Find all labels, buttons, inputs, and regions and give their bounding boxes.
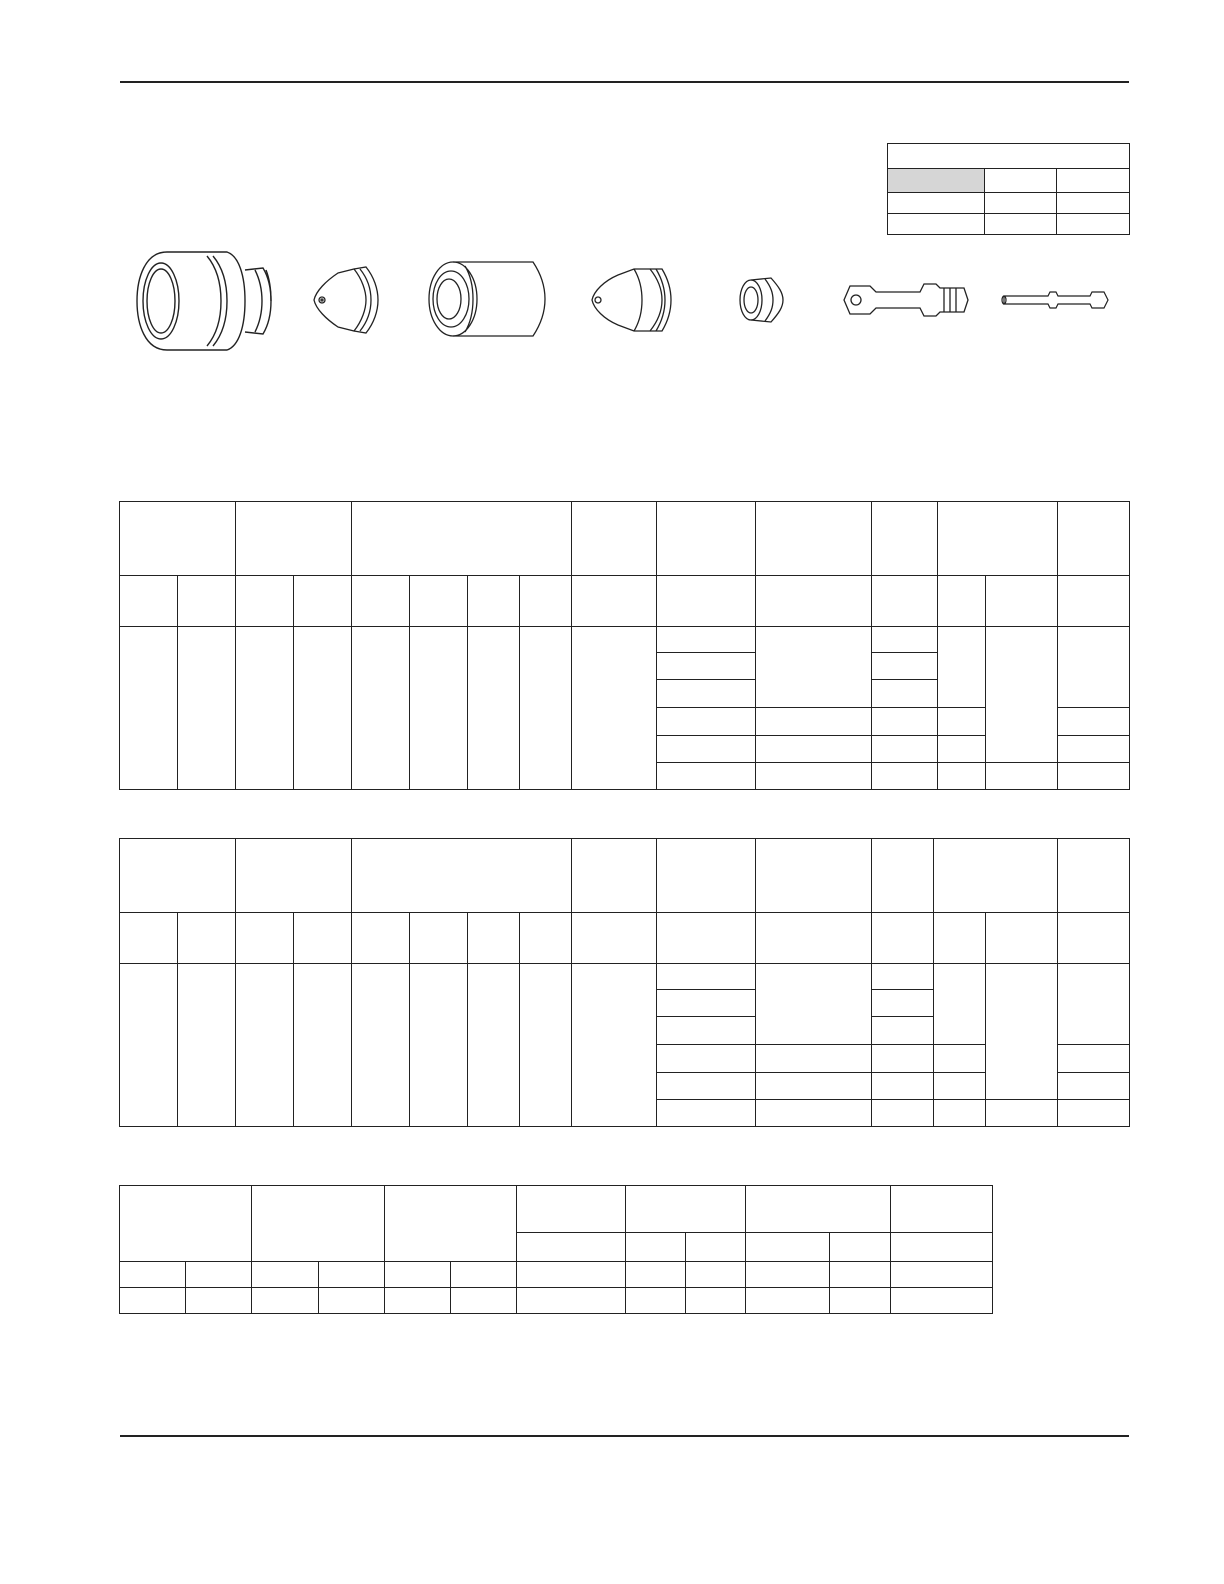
data-cell: [572, 627, 657, 790]
data-cell: [1058, 708, 1130, 736]
data-cell: [384, 1288, 450, 1314]
consumable-legend-table: [887, 143, 1130, 235]
header-cell: [352, 839, 572, 913]
data-cell: [252, 1288, 318, 1314]
data-cell: [657, 1045, 756, 1073]
subheader-cell: [625, 1233, 685, 1262]
data-cell: [657, 708, 756, 736]
header-cell: [657, 502, 756, 576]
data-cell: [934, 1100, 986, 1127]
data-cell: [1058, 1045, 1130, 1073]
data-cell: [657, 1100, 756, 1127]
subheader-cell: [120, 576, 178, 627]
header-cell: [572, 839, 657, 913]
header-cell: [120, 502, 236, 576]
subheader-cell: [517, 1233, 625, 1262]
data-cell: [120, 1288, 186, 1314]
subheader-cell: [872, 913, 934, 964]
subheader-cell: [625, 1262, 685, 1288]
legend-cell: [888, 214, 985, 235]
subheader-cell: [986, 913, 1058, 964]
subheader-cell: [890, 1262, 992, 1288]
data-cell: [657, 627, 756, 653]
data-cell: [756, 627, 872, 708]
subheader-cell: [352, 913, 410, 964]
header-cell: [517, 1186, 625, 1233]
data-cell: [178, 627, 236, 790]
subheader-cell: [178, 576, 236, 627]
data-cell: [872, 680, 938, 708]
data-cell: [756, 736, 872, 763]
subheader-cell: [1058, 576, 1130, 627]
subheader-cell: [294, 576, 352, 627]
data-cell: [756, 1045, 872, 1073]
data-cell: [236, 627, 294, 790]
data-cell: [520, 964, 572, 1127]
data-cell: [756, 964, 872, 1045]
subheader-cell: [520, 576, 572, 627]
data-cell: [657, 1073, 756, 1100]
subheader-cell: [186, 1262, 252, 1288]
data-cell: [872, 1045, 934, 1073]
data-cell: [468, 964, 520, 1127]
cut-chart-table-1: [119, 501, 1130, 790]
header-cell: [572, 502, 657, 576]
legend-cell: [1057, 193, 1130, 214]
data-cell: [890, 1288, 992, 1314]
header-cell: [236, 839, 352, 913]
data-cell: [938, 763, 986, 790]
data-cell: [1058, 964, 1130, 1045]
subheader-cell: [756, 576, 872, 627]
data-cell: [294, 627, 352, 790]
subheader-cell: [1058, 913, 1130, 964]
data-cell: [872, 708, 938, 736]
subheader-cell: [410, 913, 468, 964]
swirl-ring-drawing-icon: [737, 275, 785, 325]
data-cell: [186, 1288, 252, 1314]
header-cell: [746, 1186, 890, 1233]
cut-chart-table-2: [119, 838, 1130, 1127]
header-cell: [756, 839, 872, 913]
data-cell: [934, 1045, 986, 1073]
footer-rule: [120, 1435, 1129, 1437]
subheader-cell: [252, 1262, 318, 1288]
header-cell: [938, 502, 1058, 576]
data-cell: [468, 627, 520, 790]
subheader-cell: [685, 1233, 745, 1262]
subheader-cell: [756, 913, 872, 964]
data-cell: [746, 1288, 830, 1314]
subheader-cell: [890, 1233, 992, 1262]
data-cell: [872, 990, 934, 1017]
subheader-cell: [120, 1262, 186, 1288]
header-cell: [384, 1186, 516, 1262]
subheader-cell: [938, 576, 986, 627]
header-cell: [120, 1186, 252, 1262]
data-cell: [872, 1100, 934, 1127]
data-cell: [872, 1073, 934, 1100]
data-cell: [938, 627, 986, 708]
data-cell: [451, 1288, 517, 1314]
subheader-cell: [657, 576, 756, 627]
legend-cell: [985, 169, 1057, 193]
data-cell: [872, 763, 938, 790]
header-cell: [625, 1186, 745, 1233]
data-cell: [938, 708, 986, 736]
data-cell: [178, 964, 236, 1127]
header-cell: [352, 502, 572, 576]
header-cell: [756, 502, 872, 576]
data-cell: [625, 1288, 685, 1314]
data-cell: [657, 680, 756, 708]
subheader-cell: [468, 576, 520, 627]
legend-shaded-cell: [888, 169, 985, 193]
legend-cell: [985, 214, 1057, 235]
data-cell: [352, 964, 410, 1127]
electrode-drawing-icon: [840, 278, 970, 322]
header-cell: [236, 502, 352, 576]
consumable-parts-row: [120, 240, 1129, 360]
data-cell: [236, 964, 294, 1127]
subheader-cell: [572, 913, 657, 964]
data-cell: [657, 736, 756, 763]
header-cell: [120, 839, 236, 913]
header-cell: [1058, 839, 1130, 913]
settings-table-3: [119, 1185, 993, 1314]
data-cell: [756, 1073, 872, 1100]
subheader-cell: [572, 576, 657, 627]
data-cell: [872, 653, 938, 680]
data-cell: [1058, 1100, 1130, 1127]
data-cell: [872, 964, 934, 990]
data-cell: [410, 964, 468, 1127]
data-cell: [872, 736, 938, 763]
subheader-cell: [746, 1233, 830, 1262]
header-cell: [872, 839, 934, 913]
data-cell: [1058, 763, 1130, 790]
header-cell: [252, 1186, 384, 1262]
data-cell: [685, 1288, 745, 1314]
data-cell: [938, 736, 986, 763]
shield-cap-drawing-icon: [308, 265, 383, 335]
subheader-cell: [410, 576, 468, 627]
data-cell: [756, 763, 872, 790]
header-rule: [120, 81, 1129, 83]
legend-title-cell: [888, 144, 1130, 169]
legend-cell: [1057, 169, 1130, 193]
data-cell: [657, 964, 756, 990]
subheader-cell: [451, 1262, 517, 1288]
subheader-cell: [384, 1262, 450, 1288]
water-tube-drawing-icon: [1000, 288, 1110, 312]
data-cell: [986, 763, 1058, 790]
data-cell: [657, 763, 756, 790]
subheader-cell: [236, 576, 294, 627]
subheader-cell: [830, 1262, 890, 1288]
data-cell: [657, 1017, 756, 1045]
retaining-cap-drawing-icon: [425, 258, 547, 340]
header-cell: [872, 502, 938, 576]
data-cell: [934, 1073, 986, 1100]
data-cell: [294, 964, 352, 1127]
data-cell: [657, 990, 756, 1017]
data-cell: [120, 964, 178, 1127]
data-cell: [986, 964, 1058, 1100]
data-cell: [830, 1288, 890, 1314]
data-cell: [520, 627, 572, 790]
header-cell: [934, 839, 1058, 913]
data-cell: [572, 964, 657, 1127]
data-cell: [986, 1100, 1058, 1127]
data-cell: [318, 1288, 384, 1314]
data-cell: [934, 964, 986, 1045]
subheader-cell: [517, 1262, 625, 1288]
shield-drawing-icon: [135, 248, 287, 354]
data-cell: [986, 627, 1058, 763]
subheader-cell: [120, 913, 178, 964]
data-cell: [410, 627, 468, 790]
subheader-cell: [352, 576, 410, 627]
subheader-cell: [294, 913, 352, 964]
data-cell: [1058, 1073, 1130, 1100]
data-cell: [756, 1100, 872, 1127]
data-cell: [517, 1288, 625, 1314]
subheader-cell: [685, 1262, 745, 1288]
subheader-cell: [986, 576, 1058, 627]
data-cell: [1058, 627, 1130, 708]
data-cell: [1058, 736, 1130, 763]
data-cell: [872, 1017, 934, 1045]
data-cell: [872, 627, 938, 653]
subheader-cell: [468, 913, 520, 964]
subheader-cell: [657, 913, 756, 964]
subheader-cell: [178, 913, 236, 964]
data-cell: [352, 627, 410, 790]
data-cell: [120, 627, 178, 790]
subheader-cell: [236, 913, 294, 964]
subheader-cell: [520, 913, 572, 964]
subheader-cell: [934, 913, 986, 964]
subheader-cell: [872, 576, 938, 627]
subheader-cell: [318, 1262, 384, 1288]
header-cell: [657, 839, 756, 913]
legend-cell: [985, 193, 1057, 214]
legend-cell: [888, 193, 985, 214]
subheader-cell: [746, 1262, 830, 1288]
legend-cell: [1057, 214, 1130, 235]
nozzle-drawing-icon: [588, 265, 673, 335]
header-cell: [1058, 502, 1130, 576]
data-cell: [657, 653, 756, 680]
header-cell: [890, 1186, 992, 1233]
data-cell: [756, 708, 872, 736]
subheader-cell: [830, 1233, 890, 1262]
